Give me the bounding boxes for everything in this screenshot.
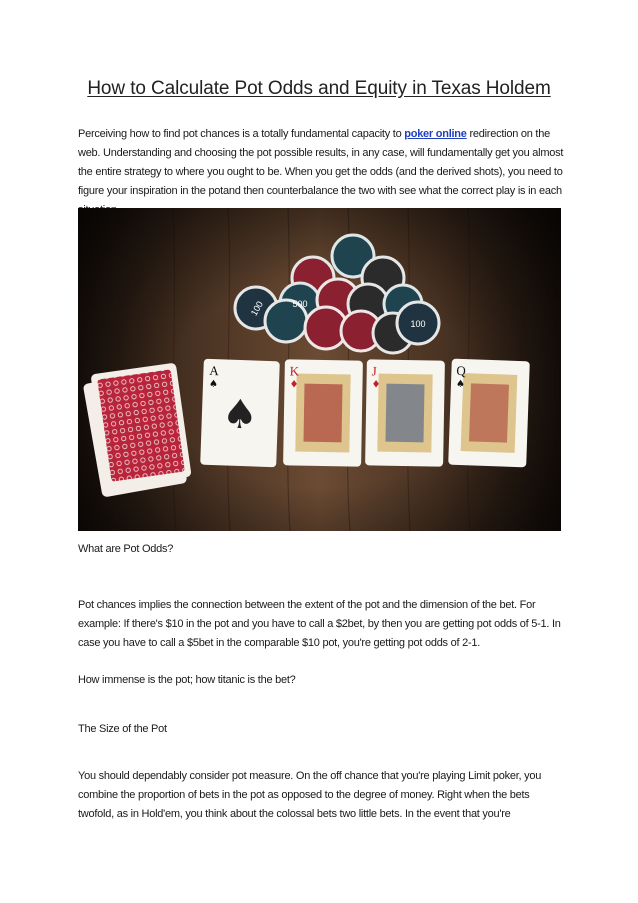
poker-photo <box>78 208 561 531</box>
card-center-suit: ♠ <box>221 391 259 439</box>
card-rank: K <box>289 363 300 379</box>
card-rank: Q <box>456 362 467 379</box>
intro-text-after: redirection on the web. Understanding and choosing the pot possible results, in any case, will fundamentally get you almost the entire strategy to where you ought to be. When you get the odds (and the derived shots), you need to figure your inspiration in the potand then counterbalance the two with see what the correct play is in each <box>78 128 564 197</box>
intro-text-before: Perceiving how to find pot chances is a totally fundamental capacity to <box>78 128 405 140</box>
question-pot-size: How immense is the pot; how titanic is the bet? <box>78 674 296 686</box>
poker-online-link[interactable]: poker online <box>404 128 467 140</box>
card-suit: ♠ <box>208 378 219 391</box>
card-rank: J <box>371 363 377 379</box>
pot-chances-paragraph: Pot chances implies the connection between the extent of the pot and the dimension of the bet. For example: If there's $10 in the pot and you have to call a $2bet, by then you are getting pot odds of 5-1. In case you have to call a $5bet in the comparable $10 pot, you're getting pot odds of 2-1. <box>78 599 561 649</box>
poker-photo-illustration <box>78 208 561 531</box>
card-jack-of-diamonds <box>365 359 445 466</box>
heading-what-are-pot-odds: What are Pot Odds? <box>78 543 174 555</box>
dependably-paragraph: You should dependably consider pot measure. On the off chance that you're playing Limit poker, you combine the proportion of bets in the pot as opposed to the degree of money. Right when the bets twofold, as in Hold'em, you think about the colossal bets two little bets. In the event that you're <box>78 770 542 820</box>
intro-paragraph <box>78 125 566 220</box>
card-suit: ♠ <box>455 378 466 391</box>
card-suit: ♦ <box>289 379 299 391</box>
chip-label-500: 500 <box>292 299 308 309</box>
card-rank: A <box>209 362 220 379</box>
chip-label-100-right: 100 <box>410 319 426 329</box>
card-queen-of-spades <box>448 359 530 468</box>
card-king-of-diamonds <box>283 359 363 466</box>
page-title: How to Calculate Pot Odds and Equity in Texas Holdem <box>87 78 551 99</box>
chip-label-100-left: 100 <box>248 299 265 318</box>
card-suit: ♦ <box>371 379 381 391</box>
card-ace-of-spades <box>200 359 280 468</box>
heading-size-of-pot: The Size of the Pot <box>78 723 167 735</box>
